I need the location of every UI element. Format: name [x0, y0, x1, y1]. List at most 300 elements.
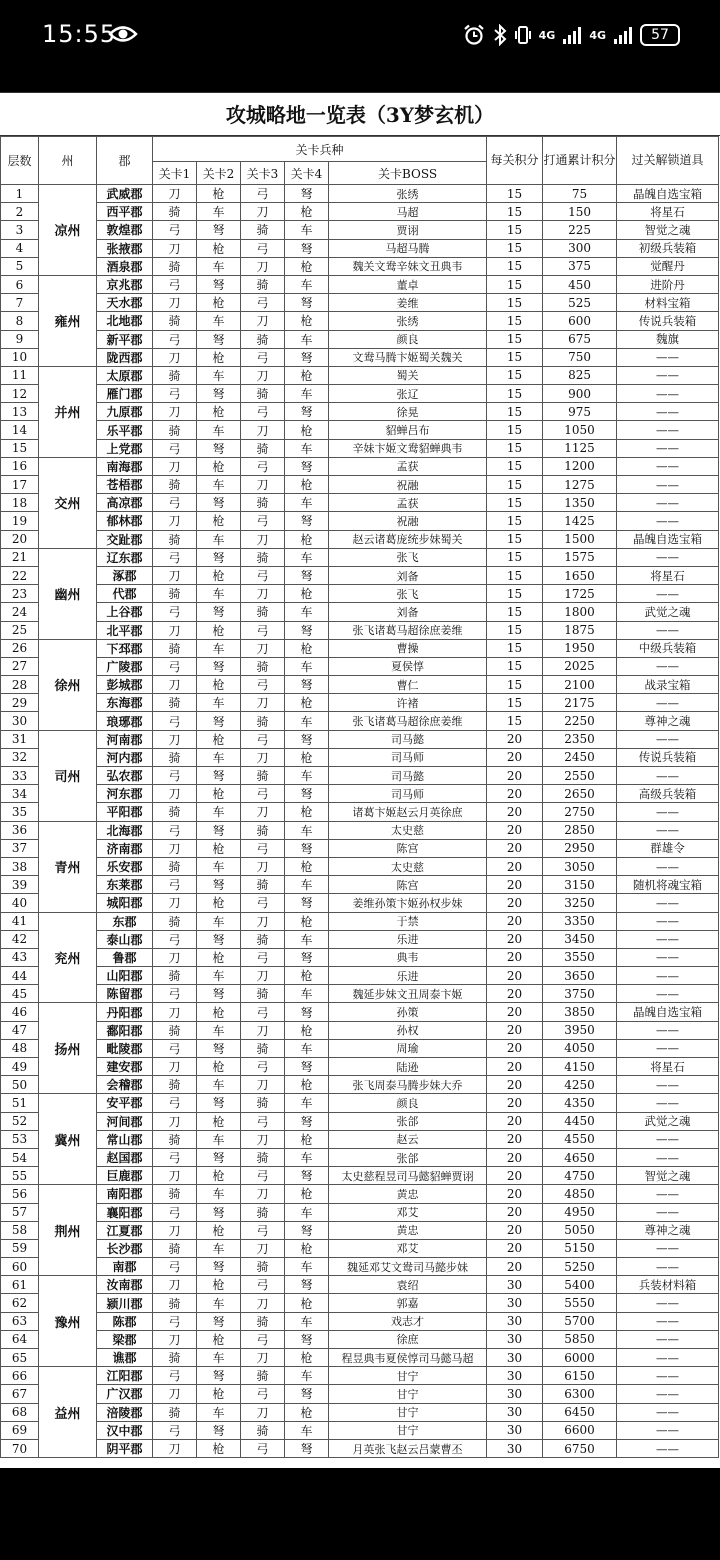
commandery-cell: 南海郡: [97, 457, 153, 475]
total-cell: 4250: [543, 1076, 617, 1094]
points-cell: 15: [487, 421, 543, 439]
unlock-item-cell: ——: [617, 621, 719, 639]
troop-cell: 枪: [285, 1130, 329, 1148]
boss-cell: 邓艾: [329, 1239, 487, 1257]
troop-cell: 车: [285, 930, 329, 948]
eye-comfort-icon: [108, 23, 138, 45]
total-cell: 4350: [543, 1094, 617, 1112]
table-row: [1, 748, 719, 766]
table-row: [1, 894, 719, 912]
troop-cell: 弩: [285, 1003, 329, 1021]
troop-cell: 枪: [285, 257, 329, 275]
boss-cell: 张飞周泰马腾步妹大乔: [329, 1076, 487, 1094]
level-cell: 23: [1, 585, 39, 603]
table-row: [1, 1185, 719, 1203]
unlock-item-cell: 兵装材料箱: [617, 1276, 719, 1294]
table-row: [1, 294, 719, 312]
unlock-item-cell: 晶魄自选宝箱: [617, 185, 719, 203]
points-cell: 15: [487, 457, 543, 475]
troop-cell: 弓: [153, 221, 197, 239]
troop-cell: 弩: [197, 876, 241, 894]
boss-cell: 黄忠: [329, 1185, 487, 1203]
points-cell: 20: [487, 930, 543, 948]
troop-cell: 骑: [153, 1185, 197, 1203]
level-cell: 22: [1, 566, 39, 584]
troop-cell: 骑: [241, 548, 285, 566]
unlock-item-cell: ——: [617, 1258, 719, 1276]
commandery-cell: 天水郡: [97, 294, 153, 312]
total-cell: 2950: [543, 839, 617, 857]
unlock-item-cell: 传说兵装箱: [617, 748, 719, 766]
commandery-cell: 毗陵郡: [97, 1039, 153, 1057]
total-cell: 4650: [543, 1148, 617, 1166]
sheet-title: 攻城略地一览表（3Y梦玄机）: [0, 92, 720, 136]
troop-cell: 弓: [153, 657, 197, 675]
points-cell: 15: [487, 203, 543, 221]
level-cell: 56: [1, 1185, 39, 1203]
troop-cell: 弩: [197, 1094, 241, 1112]
points-cell: 15: [487, 494, 543, 512]
troop-cell: 骑: [153, 912, 197, 930]
level-cell: 48: [1, 1039, 39, 1057]
troop-cell: 弩: [197, 1258, 241, 1276]
troop-cell: 弓: [241, 1112, 285, 1130]
boss-cell: 黄忠: [329, 1221, 487, 1239]
troop-cell: 枪: [285, 967, 329, 985]
province-cell: 豫州: [39, 1276, 97, 1367]
troop-cell: 骑: [241, 1312, 285, 1330]
troop-cell: 弩: [197, 330, 241, 348]
troop-cell: 刀: [153, 185, 197, 203]
total-cell: 1200: [543, 457, 617, 475]
level-cell: 8: [1, 312, 39, 330]
commandery-cell: 丹阳郡: [97, 1003, 153, 1021]
points-cell: 15: [487, 476, 543, 494]
commandery-cell: 交趾郡: [97, 530, 153, 548]
troop-cell: 刀: [153, 457, 197, 475]
troop-cell: 车: [197, 748, 241, 766]
troop-cell: 弓: [241, 512, 285, 530]
table-row: [1, 803, 719, 821]
troop-cell: 枪: [197, 730, 241, 748]
commandery-cell: 陈留郡: [97, 985, 153, 1003]
troop-cell: 弩: [285, 785, 329, 803]
troop-cell: 车: [285, 1367, 329, 1385]
troop-cell: 弓: [153, 1148, 197, 1166]
total-cell: 2025: [543, 657, 617, 675]
unlock-item-cell: ——: [617, 1294, 719, 1312]
troop-cell: 弩: [285, 1439, 329, 1457]
level-cell: 54: [1, 1148, 39, 1166]
level-cell: 57: [1, 1203, 39, 1221]
troop-cell: 枪: [197, 185, 241, 203]
level-cell: 49: [1, 1058, 39, 1076]
boss-cell: 张飞: [329, 585, 487, 603]
troop-cell: 枪: [285, 639, 329, 657]
boss-cell: 孙策: [329, 1003, 487, 1021]
network-type-right: 4G: [589, 28, 606, 42]
boss-cell: 于禁: [329, 912, 487, 930]
boss-cell: 戏志才: [329, 1312, 487, 1330]
troop-cell: 弓: [241, 839, 285, 857]
level-cell: 62: [1, 1294, 39, 1312]
unlock-item-cell: 尊神之魂: [617, 1221, 719, 1239]
sheet-image: [0, 92, 720, 1468]
troop-cell: 枪: [285, 694, 329, 712]
unlock-item-cell: ——: [617, 948, 719, 966]
navigation-bar-area: [0, 1468, 720, 1560]
unlock-item-cell: ——: [617, 821, 719, 839]
level-cell: 51: [1, 1094, 39, 1112]
troop-cell: 车: [197, 1185, 241, 1203]
commandery-cell: 汝南郡: [97, 1276, 153, 1294]
troop-cell: 骑: [153, 803, 197, 821]
level-cell: 34: [1, 785, 39, 803]
troop-cell: 弓: [241, 403, 285, 421]
commandery-cell: 襄阳郡: [97, 1203, 153, 1221]
troop-cell: 弩: [285, 894, 329, 912]
troop-cell: 车: [197, 312, 241, 330]
troop-cell: 骑: [241, 275, 285, 293]
level-cell: 2: [1, 203, 39, 221]
troop-cell: 枪: [197, 785, 241, 803]
troop-cell: 骑: [153, 203, 197, 221]
total-cell: 2175: [543, 694, 617, 712]
unlock-item-cell: 将星石: [617, 1058, 719, 1076]
unlock-item-cell: ——: [617, 1148, 719, 1166]
troop-cell: 车: [285, 985, 329, 1003]
troop-cell: 弩: [197, 657, 241, 675]
unlock-item-cell: ——: [617, 894, 719, 912]
total-cell: 1650: [543, 566, 617, 584]
table-body: [1, 185, 719, 1458]
table-row: [1, 275, 719, 293]
table-row: [1, 185, 719, 203]
troop-cell: 弓: [241, 457, 285, 475]
table-row: [1, 1421, 719, 1439]
total-cell: 3850: [543, 1003, 617, 1021]
commandery-cell: 西平郡: [97, 203, 153, 221]
troop-cell: 弓: [241, 1221, 285, 1239]
level-cell: 21: [1, 548, 39, 566]
unlock-item-cell: ——: [617, 1312, 719, 1330]
commandery-cell: 高凉郡: [97, 494, 153, 512]
troop-cell: 车: [197, 1349, 241, 1367]
unlock-item-cell: 武觉之魂: [617, 1112, 719, 1130]
troop-cell: 弩: [197, 985, 241, 1003]
points-cell: 15: [487, 366, 543, 384]
level-cell: 5: [1, 257, 39, 275]
total-cell: 4750: [543, 1167, 617, 1185]
troop-cell: 骑: [153, 639, 197, 657]
troop-cell: 刀: [153, 839, 197, 857]
table-row: [1, 767, 719, 785]
points-cell: 15: [487, 221, 543, 239]
level-cell: 26: [1, 639, 39, 657]
total-cell: 1575: [543, 548, 617, 566]
troop-cell: 骑: [153, 1294, 197, 1312]
troop-cell: 枪: [197, 1058, 241, 1076]
level-cell: 39: [1, 876, 39, 894]
troop-cell: 刀: [241, 257, 285, 275]
points-cell: 15: [487, 548, 543, 566]
troop-cell: 弩: [285, 1167, 329, 1185]
battery-indicator: [640, 24, 680, 46]
troop-cell: 枪: [285, 312, 329, 330]
troop-cell: 枪: [197, 239, 241, 257]
level-cell: 41: [1, 912, 39, 930]
troop-cell: 骑: [241, 657, 285, 675]
troop-cell: 骑: [153, 312, 197, 330]
boss-cell: 张郃: [329, 1112, 487, 1130]
total-cell: 600: [543, 312, 617, 330]
troop-cell: 枪: [197, 403, 241, 421]
troop-cell: 车: [197, 421, 241, 439]
table-row: [1, 1167, 719, 1185]
commandery-cell: 上谷郡: [97, 603, 153, 621]
troop-cell: 弓: [241, 894, 285, 912]
commandery-cell: 泰山郡: [97, 930, 153, 948]
points-cell: 15: [487, 676, 543, 694]
unlock-item-cell: ——: [617, 385, 719, 403]
troop-cell: 骑: [241, 221, 285, 239]
network-type-left: 4G: [538, 28, 556, 42]
unlock-item-cell: ——: [617, 912, 719, 930]
troop-cell: 弓: [241, 621, 285, 639]
points-cell: 15: [487, 439, 543, 457]
troop-cell: 车: [285, 1094, 329, 1112]
troop-cell: 枪: [285, 1185, 329, 1203]
total-cell: 2850: [543, 821, 617, 839]
commandery-cell: 河南郡: [97, 730, 153, 748]
boss-cell: 太史慈程昱司马懿貂蝉贾诩: [329, 1167, 487, 1185]
boss-cell: 文鸯马腾卞姬蜀关魏关: [329, 348, 487, 366]
troop-cell: 枪: [197, 1385, 241, 1403]
unlock-item-cell: 智觉之魂: [617, 221, 719, 239]
troop-cell: 弓: [241, 185, 285, 203]
boss-cell: 陆逊: [329, 1058, 487, 1076]
commandery-cell: 上党郡: [97, 439, 153, 457]
boss-cell: 姜维: [329, 294, 487, 312]
boss-cell: 甘宁: [329, 1367, 487, 1385]
unlock-item-cell: ——: [617, 476, 719, 494]
troop-cell: 骑: [241, 767, 285, 785]
points-cell: 15: [487, 603, 543, 621]
table-row: [1, 948, 719, 966]
table-row: [1, 439, 719, 457]
troop-cell: 骑: [153, 694, 197, 712]
table-row: [1, 1221, 719, 1239]
troop-cell: 骑: [241, 439, 285, 457]
troop-cell: 骑: [241, 1148, 285, 1166]
points-cell: 20: [487, 803, 543, 821]
boss-cell: 赵云: [329, 1130, 487, 1148]
boss-cell: 陈宫: [329, 876, 487, 894]
table-row: [1, 239, 719, 257]
troop-cell: 骑: [241, 1258, 285, 1276]
total-cell: 825: [543, 366, 617, 384]
troop-cell: 骑: [153, 257, 197, 275]
unlock-item-cell: 觉醒丹: [617, 257, 719, 275]
troop-cell: 弓: [153, 767, 197, 785]
header-commandery: 郡: [97, 137, 153, 185]
troop-cell: 刀: [241, 1076, 285, 1094]
total-cell: 5400: [543, 1276, 617, 1294]
total-cell: 300: [543, 239, 617, 257]
unlock-item-cell: 高级兵装箱: [617, 785, 719, 803]
boss-cell: 马超: [329, 203, 487, 221]
troop-cell: 骑: [153, 476, 197, 494]
unlock-item-cell: ——: [617, 1421, 719, 1439]
level-cell: 4: [1, 239, 39, 257]
unlock-item-cell: ——: [617, 366, 719, 384]
bluetooth-icon: [493, 24, 507, 46]
unlock-item-cell: 传说兵装箱: [617, 312, 719, 330]
troop-cell: 弩: [285, 239, 329, 257]
points-cell: 15: [487, 312, 543, 330]
table-row: [1, 985, 719, 1003]
commandery-cell: 郁林郡: [97, 512, 153, 530]
boss-cell: 司马懿: [329, 730, 487, 748]
troop-cell: 刀: [241, 1130, 285, 1148]
level-cell: 10: [1, 348, 39, 366]
troop-cell: 刀: [241, 1185, 285, 1203]
commandery-cell: 谯郡: [97, 1349, 153, 1367]
troop-cell: 刀: [153, 566, 197, 584]
troop-cell: 弓: [153, 548, 197, 566]
troop-cell: 骑: [241, 1367, 285, 1385]
unlock-item-cell: ——: [617, 694, 719, 712]
troop-cell: 刀: [153, 948, 197, 966]
commandery-cell: 北海郡: [97, 821, 153, 839]
troop-cell: 骑: [153, 967, 197, 985]
level-cell: 25: [1, 621, 39, 639]
boss-cell: 甘宁: [329, 1385, 487, 1403]
total-cell: 2550: [543, 767, 617, 785]
troop-cell: 刀: [241, 1294, 285, 1312]
troop-cell: 车: [197, 203, 241, 221]
troop-cell: 枪: [197, 1439, 241, 1457]
troop-cell: 弓: [241, 348, 285, 366]
level-cell: 58: [1, 1221, 39, 1239]
boss-cell: 张飞: [329, 548, 487, 566]
troop-cell: 弩: [197, 439, 241, 457]
troop-cell: 车: [285, 1421, 329, 1439]
troop-cell: 枪: [197, 894, 241, 912]
total-cell: 5550: [543, 1294, 617, 1312]
unlock-item-cell: 将星石: [617, 566, 719, 584]
points-cell: 15: [487, 694, 543, 712]
commandery-cell: 乐平郡: [97, 421, 153, 439]
unlock-item-cell: ——: [617, 657, 719, 675]
commandery-cell: 建安郡: [97, 1058, 153, 1076]
commandery-cell: 河东郡: [97, 785, 153, 803]
boss-cell: 孟获: [329, 494, 487, 512]
boss-cell: 司马师: [329, 748, 487, 766]
province-cell: 徐州: [39, 639, 97, 730]
troop-cell: 刀: [153, 1439, 197, 1457]
unlock-item-cell: 随机将魂宝箱: [617, 876, 719, 894]
commandery-cell: 酒泉郡: [97, 257, 153, 275]
total-cell: 1275: [543, 476, 617, 494]
points-cell: 15: [487, 185, 543, 203]
troop-cell: 弓: [153, 1258, 197, 1276]
unlock-item-cell: ——: [617, 967, 719, 985]
troop-cell: 车: [285, 1148, 329, 1166]
commandery-cell: 长沙郡: [97, 1239, 153, 1257]
troop-cell: 骑: [241, 821, 285, 839]
table-row: [1, 1094, 719, 1112]
boss-cell: 董卓: [329, 275, 487, 293]
commandery-cell: 赵国郡: [97, 1148, 153, 1166]
commandery-cell: 城阳郡: [97, 894, 153, 912]
boss-cell: 魏延步妹文丑周泰卞姬: [329, 985, 487, 1003]
troop-cell: 弩: [197, 767, 241, 785]
total-cell: 5150: [543, 1239, 617, 1257]
points-cell: 20: [487, 1258, 543, 1276]
commandery-cell: 山阳郡: [97, 967, 153, 985]
commandery-cell: 琅琊郡: [97, 712, 153, 730]
troop-cell: 车: [197, 967, 241, 985]
header-province: 州: [39, 137, 97, 185]
points-cell: 20: [487, 1221, 543, 1239]
boss-cell: 邓艾: [329, 1203, 487, 1221]
troop-cell: 弩: [197, 385, 241, 403]
troop-cell: 枪: [285, 203, 329, 221]
total-cell: 75: [543, 185, 617, 203]
troop-cell: 枪: [285, 1294, 329, 1312]
table-row: [1, 657, 719, 675]
points-cell: 30: [487, 1312, 543, 1330]
header-stage2: 关卡2: [197, 162, 241, 185]
boss-cell: 贾诩: [329, 221, 487, 239]
boss-cell: 孟获: [329, 457, 487, 475]
level-cell: 13: [1, 403, 39, 421]
troop-cell: 车: [285, 712, 329, 730]
province-cell: 荆州: [39, 1185, 97, 1276]
table-row: [1, 1385, 719, 1403]
troop-cell: 车: [197, 912, 241, 930]
troop-cell: 弩: [285, 566, 329, 584]
troop-cell: 枪: [197, 839, 241, 857]
total-cell: 5700: [543, 1312, 617, 1330]
unlock-item-cell: ——: [617, 494, 719, 512]
troop-cell: 枪: [197, 621, 241, 639]
troop-cell: 弓: [153, 1421, 197, 1439]
unlock-item-cell: 尊神之魂: [617, 712, 719, 730]
table-row: [1, 1349, 719, 1367]
points-cell: 20: [487, 876, 543, 894]
troop-cell: 弓: [241, 1058, 285, 1076]
commandery-cell: 河内郡: [97, 748, 153, 766]
total-cell: 5250: [543, 1258, 617, 1276]
troop-cell: 车: [197, 1130, 241, 1148]
boss-cell: 许褚: [329, 694, 487, 712]
troop-cell: 枪: [285, 366, 329, 384]
points-cell: 20: [487, 1167, 543, 1185]
province-cell: 扬州: [39, 1003, 97, 1094]
troop-cell: 刀: [153, 1112, 197, 1130]
troop-cell: 弓: [241, 676, 285, 694]
troop-cell: 刀: [153, 676, 197, 694]
table-row: [1, 785, 719, 803]
commandery-cell: 东莱郡: [97, 876, 153, 894]
table-row: [1, 1203, 719, 1221]
boss-cell: 月英张飞赵云吕蒙曹丕: [329, 1439, 487, 1457]
troop-cell: 骑: [241, 330, 285, 348]
troop-cell: 枪: [285, 912, 329, 930]
troop-cell: 刀: [153, 294, 197, 312]
